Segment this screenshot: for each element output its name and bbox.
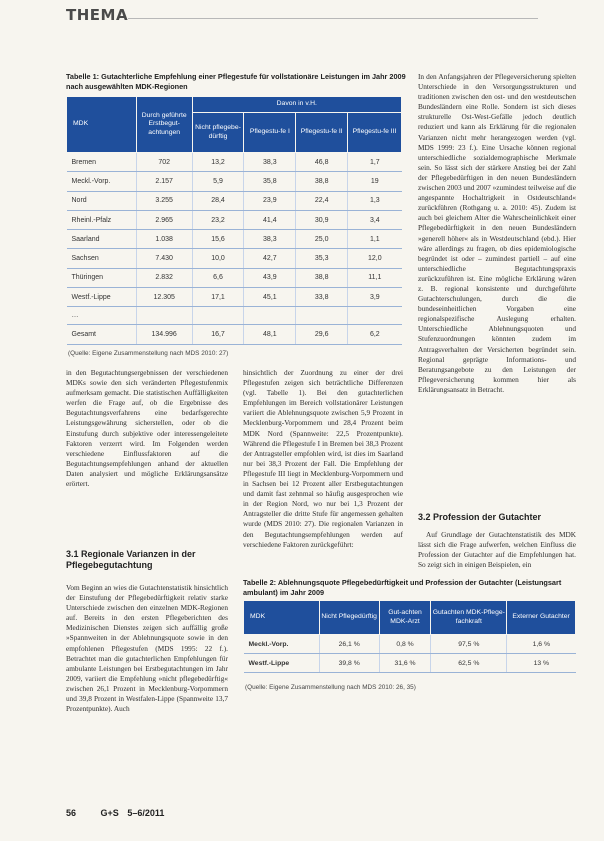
row-label: … xyxy=(67,307,137,325)
table-cell: 10,0 xyxy=(192,249,244,268)
table1-header-stufe1: Pflegestu-fe I xyxy=(244,113,296,153)
row-label: Gesamt xyxy=(67,325,137,344)
row-label: Bremen xyxy=(67,153,137,172)
table1-header-durch: Durch geführte Erstbegut-achtungen xyxy=(136,97,192,153)
table2-caption: Tabelle 2: Ablehnungsquote Pflegebedürftigkeit und Profession der Gutachter (Leistungsart ambulant) im Jahr 2009 xyxy=(243,578,562,597)
paragraph: In den Anfangsjahren der Pflegeversicherung spielten Unterschiede in den Versorgungsstrukturen und traditionen zwischen den ost- und den westdeutschen Bundesländern eine Rolle. Sondern ist sich dieses strukturelle Ost-West-Gefälle jedoch deutlich reduziert und kann als Erklärung für die regionalen Varianzen nicht mehr herangezogen werden (vgl. MDS 1999: 23 f.). Eine Ursache können regional unterschiedliche sozialdemographische Merkmale sein. So lässt sich der stärkere Anstieg bei der Zahl der Pflegebedürftigen in den neuen Bundesländern zwischen 2003 und 2007 »zumindest teilweise auf die angespannte Hochaltrigkeit in Ostdeutschland« zurückführen (Rothgang u. a. 2010: 45). Zudem ist auch bei gleichem Alter die Wahrscheinlichkeit einer Pflegebedürftigkeit in den neuen Bundesländern »generell höher« als in Westdeutschland (ebd.). Hier wäre allerdings zu fragen, ob dies epidemiologische begründet ist oder – zumindest partiell – auf eine unterschiedliche Begutachtungspraxis zurückzuführen ist. Eine mögliche Erklärung wären z. B. regional konsistente und durchgeführte Gutachterschulungen, durch die die bundeseinheitlichen Vorgaben eine regionalspezifische Auslegung erhalten. Unterschiedliche Ablehnungsquoten und Stufenzuordnungen könnten zudem im Antragsverhalten der Versicherten begründet sein. Regional geprägte Informations- und Beratungsangebote zu den Leistungen der Pflegeversicherung kommen hier als Erklärungsansatz in Betracht. xyxy=(418,72,576,394)
table1-header-davon: Davon in v.H. xyxy=(192,97,401,113)
table-cell: 23,2 xyxy=(192,210,244,229)
table-cell: 5,9 xyxy=(192,172,244,191)
table-cell: 1,1 xyxy=(348,230,402,249)
table-cell: 0,8 % xyxy=(379,635,431,654)
table2-header-arzt: Gut-achten MDK-Arzt xyxy=(379,601,431,635)
table-cell: 26,1 % xyxy=(319,635,379,654)
table-cell: 2.965 xyxy=(136,210,192,229)
table-cell xyxy=(136,307,192,325)
table1 xyxy=(66,96,402,345)
table-cell: 35,8 xyxy=(244,172,296,191)
table-cell: 3,9 xyxy=(348,288,402,307)
table-cell: 42,7 xyxy=(244,249,296,268)
text-left-top xyxy=(66,368,228,489)
table2-header-pflege: Gutachten MDK-Pflege-fachkraft xyxy=(431,601,507,635)
table1-header-stufe3: Pflegestu-fe III xyxy=(348,113,402,153)
table-row xyxy=(67,268,402,287)
table-cell: 38,8 xyxy=(296,172,348,191)
row-label: Thüringen xyxy=(67,268,137,287)
table-cell: 31,6 % xyxy=(379,654,431,673)
table-row xyxy=(67,210,402,229)
issue-number: 5–6/2011 xyxy=(127,808,165,818)
table2-source: (Quelle: Eigene Zusammenstellung nach MDS 2010: 26, 35) xyxy=(245,684,416,691)
table-cell: 38,3 xyxy=(244,230,296,249)
paragraph: in den Begutachtungsergebnissen der verschiedenen MDKs sowie den sich veränderten Pflegestufenmix aufmerksam gemacht. Die statistischen Auffälligkeiten werfen die Frage auf, ob die Ergebnisse des Begutachtungsverfahrens eine bedarfsgerechte Leistungsgewährung sicherstellen, oder ob die Einstufung durch subjektive oder interessengeleitete Faktoren verzerrt wird. Im Folgenden werden verschiedene Einflussfaktoren auf die Begutachtungsempfehlungen anhand der aktuellen Daten analysiert und mögliche Erklärungsansätze erörtert. xyxy=(66,368,228,489)
table-row xyxy=(244,635,576,654)
table-cell: 25,0 xyxy=(296,230,348,249)
section-title: THEMA xyxy=(66,6,129,24)
row-label: Sachsen xyxy=(67,249,137,268)
table-cell xyxy=(348,307,402,325)
table-cell: 13,2 xyxy=(192,153,244,172)
row-label: Meckl.-Vorp. xyxy=(67,172,137,191)
table-cell: 62,5 % xyxy=(431,654,507,673)
table-row xyxy=(244,654,576,673)
table-cell: 3.255 xyxy=(136,191,192,210)
table-row xyxy=(67,288,402,307)
table-cell xyxy=(244,307,296,325)
paragraph: hinsichtlich der Zuordnung zu einer der drei Pflegestufen zeigen sich beträchtliche Differenzen (vgl. Tabelle 1). Bei den gutachterlichen Empfehlungen im Bereich vollstationärer Leistungen variiert die Ablehnungsquote zwischen 5,9 Prozent in Mecklenburg-Vorpommern und 28,4 Prozent beim MDK Nord (Spannweite: 22,5 Prozentpunkte). Während die Pflegestufe I in Bremen bei 38,3 Prozent der Antragsteller empfohlen wird, ist dies im Saarland nur bei 38,3 Prozent der Fall. Die Empfehlung der Pflegestufe III liegt in Mecklenburg-Vorpommern und in Sachsen bei 12 Prozent aller Erstbegutachtungen und damit fast zehnmal so häufig ausgesprochen wie in der Region Nord, wo nur bei 1,3 Prozent der Antragsteller die dritte Stufe für angemessen gehalten wurde (MDS 2010: 27). Die regionalen Varianzen in den Begutachtungsempfehlungen werden auf verschiedene Faktoren zurückgeführt: xyxy=(243,368,403,549)
table-cell: 2.157 xyxy=(136,172,192,191)
table-row xyxy=(67,172,402,191)
text-middle xyxy=(243,368,403,550)
heading-3-1: 3.1 Regionale Varianzen in der Pflegebegutachtung xyxy=(66,549,196,570)
table-cell: 29,6 xyxy=(296,325,348,344)
table-cell: 6,6 xyxy=(192,268,244,287)
table-cell: 35,3 xyxy=(296,249,348,268)
row-label: Nord xyxy=(67,191,137,210)
header-rule xyxy=(128,18,538,19)
text-left-bottom xyxy=(66,583,228,714)
table-cell: 6,2 xyxy=(348,325,402,344)
table-cell: 13 % xyxy=(507,654,576,673)
table-cell: 3,4 xyxy=(348,210,402,229)
text-right-bottom xyxy=(418,530,576,570)
table-cell: 19 xyxy=(348,172,402,191)
table2-header-extern: Externer Gutachter xyxy=(507,601,576,635)
table-cell: 12.305 xyxy=(136,288,192,307)
table-cell: 1,7 xyxy=(348,153,402,172)
table-cell: 45,1 xyxy=(244,288,296,307)
table-cell: 39,8 % xyxy=(319,654,379,673)
table-cell: 38,3 xyxy=(244,153,296,172)
heading-3-2: 3.2 Profession der Gutachter xyxy=(418,512,542,522)
table-row xyxy=(67,307,402,325)
table-cell: 33,8 xyxy=(296,288,348,307)
table-row xyxy=(67,230,402,249)
footer xyxy=(66,808,164,818)
table-cell: 23,9 xyxy=(244,191,296,210)
table-row xyxy=(67,153,402,172)
table2 xyxy=(243,600,576,673)
table-cell: 48,1 xyxy=(244,325,296,344)
table-cell: 28,4 xyxy=(192,191,244,210)
table-cell xyxy=(296,307,348,325)
page-number: 56 xyxy=(66,808,77,818)
table1-header-nicht: Nicht pflegebe-dürftig xyxy=(192,113,244,153)
table1-header-stufe2: Pflegestu-fe II xyxy=(296,113,348,153)
table-cell: 702 xyxy=(136,153,192,172)
table1-source: (Quelle: Eigene Zusammenstellung nach MDS 2010: 27) xyxy=(68,350,229,357)
row-label: Rheinl.-Pfalz xyxy=(67,210,137,229)
table-cell: 16,7 xyxy=(192,325,244,344)
row-label: Westf.-Lippe xyxy=(67,288,137,307)
table-cell: 38,8 xyxy=(296,268,348,287)
row-label: Meckl.-Vorp. xyxy=(244,635,320,654)
table-cell: 15,6 xyxy=(192,230,244,249)
table2-header-mdk: MDK xyxy=(244,601,320,635)
table-cell: 1.038 xyxy=(136,230,192,249)
table-cell: 2.832 xyxy=(136,268,192,287)
table1-caption: Tabelle 1: Gutachterliche Empfehlung einer Pflegestufe für vollstationäre Leistungen im Jahr 2009 nach ausgewählten MDK-Regionen xyxy=(66,72,406,91)
table-row xyxy=(67,325,402,344)
magazine-name: G+S xyxy=(100,808,119,818)
table-cell: 41,4 xyxy=(244,210,296,229)
row-label: Saarland xyxy=(67,230,137,249)
table-cell: 1,3 xyxy=(348,191,402,210)
table-cell: 43,9 xyxy=(244,268,296,287)
table-row xyxy=(67,249,402,268)
table-cell: 7.430 xyxy=(136,249,192,268)
table2-header-nicht: Nicht Pflegedürftig xyxy=(319,601,379,635)
table-cell: 97,5 % xyxy=(431,635,507,654)
table-cell: 17,1 xyxy=(192,288,244,307)
table1-header-mdk: MDK xyxy=(67,97,137,153)
row-label: Westf.-Lippe xyxy=(244,654,320,673)
table-cell: 134.996 xyxy=(136,325,192,344)
table-cell: 1,6 % xyxy=(507,635,576,654)
table-cell: 46,8 xyxy=(296,153,348,172)
table-cell xyxy=(192,307,244,325)
table-cell: 11,1 xyxy=(348,268,402,287)
text-right-top xyxy=(418,72,576,395)
table-row xyxy=(67,191,402,210)
table-cell: 30,9 xyxy=(296,210,348,229)
table-cell: 12,0 xyxy=(348,249,402,268)
table-cell: 22,4 xyxy=(296,191,348,210)
paragraph: Auf Grundlage der Gutachtenstatistik des MDK lässt sich die Frage aufwerfen, welchen Einfluss die Profession der Gutachter auf die Empfehlungen hat. So zeigt sich in einigen Beispielen, ein xyxy=(418,530,576,570)
paragraph: Vom Beginn an wies die Gutachtenstatistik hinsichtlich der Einstufung der Pflegebedürftigkeit relativ starke Unterschiede zwischen den einzelnen MDK-Regionen auf. Bereits in den ersten Pflegeberichten des Medizinischen Dienstes zeigen sich auffällig große »Spannweiten in der Ablehnungsquote sowie in den empfohlenen Pflegestufen (MDS 1995: 22 f.). Betrachtet man die gutachterlichen Empfehlungen für ambulante Leistungen bei Erstbegutachtungen im Jahr 2009, variiert die Empfehlung »nicht pflegebedürftig« zwischen 26,1 Prozent in Mecklenburg-Vorpommern und 39,8 Prozent in Westfalen-Lippe (Spannweite 13,7 Prozentpunkte). Auch xyxy=(66,583,228,714)
